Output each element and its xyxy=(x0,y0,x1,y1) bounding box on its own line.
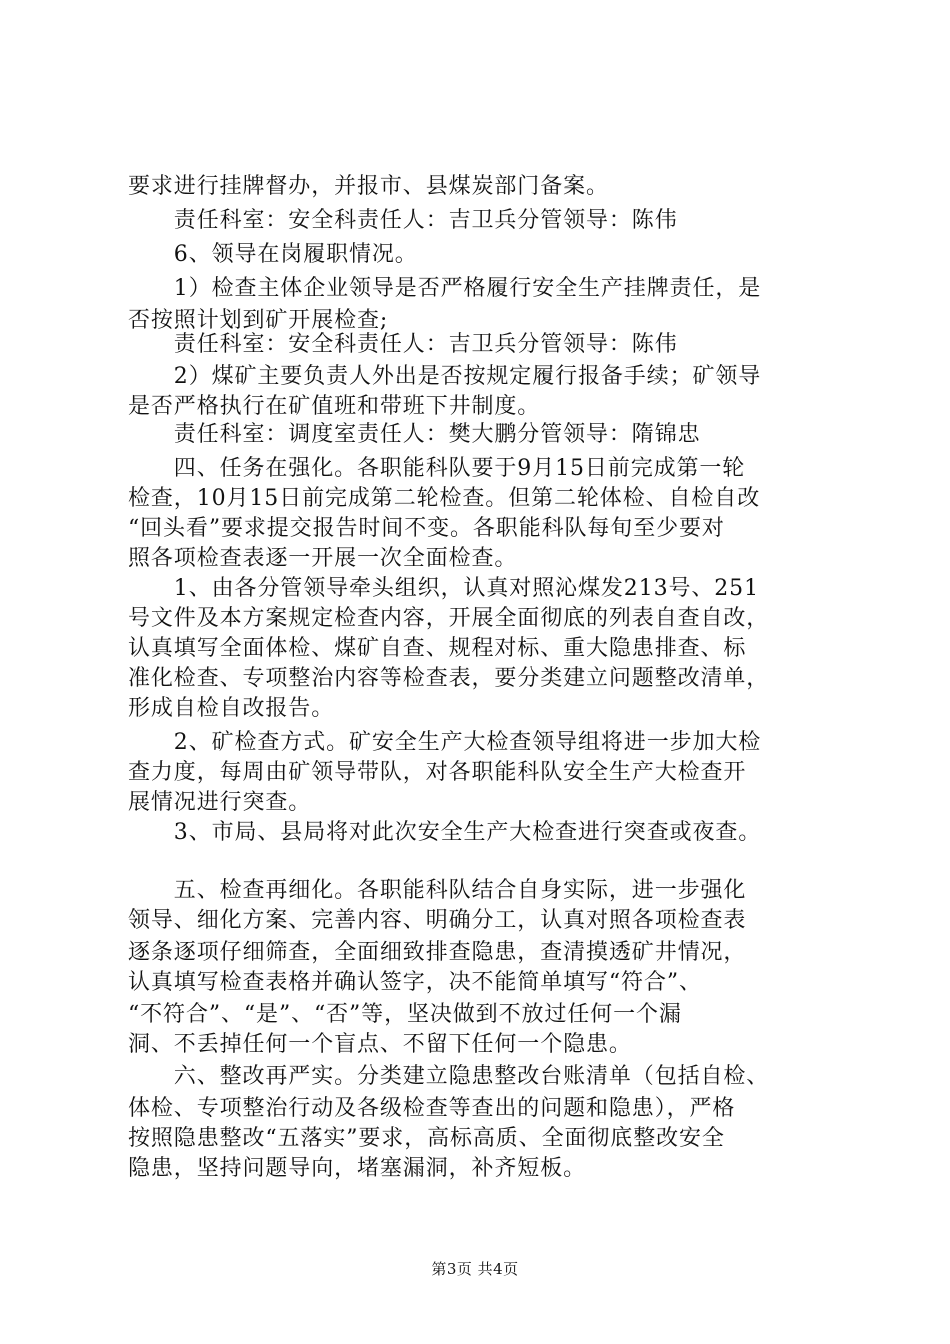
body-line: 责任科室：调度室责任人：樊大鹏分管领导：隋锦忠 xyxy=(128,422,701,447)
body-line: 是否严格执行在矿值班和带班下井制度。 xyxy=(128,394,541,419)
body-line: 照各项检查表逐一开展一次全面检查。 xyxy=(128,546,518,571)
body-line: 6、领导在岗履职情况。 xyxy=(128,242,418,267)
body-line: 3、市局、县局将对此次安全生产大检查进行突查或夜查。 xyxy=(128,820,762,845)
body-line: 四、任务在强化。各职能科队要于9月15日前完成第一轮 xyxy=(128,456,746,481)
body-line: 准化检查、专项整治内容等检查表，要分类建立问题整改清单， xyxy=(128,666,770,691)
body-line: 展情况进行突查。 xyxy=(128,790,312,815)
body-line: 逐条逐项仔细筛查，全面细致排查隐患，查清摸透矿井情况， xyxy=(128,940,747,965)
body-line: 2）煤矿主要负责人外出是否按规定履行报备手续；矿领导 xyxy=(128,364,762,389)
body-line: 查力度，每周由矿领导带队，对各职能科队安全生产大检查开 xyxy=(128,760,747,785)
body-line: 责任科室：安全科责任人：吉卫兵分管领导：陈伟 xyxy=(128,332,678,357)
body-line: 号文件及本方案规定检查内容，开展全面彻底的列表自查自改， xyxy=(128,606,770,631)
body-line: 体检、专项整治行动及各级检查等查出的问题和隐患），严格 xyxy=(128,1096,736,1121)
body-line: 否按照计划到矿开展检查; xyxy=(128,308,389,333)
body-line: “回头看”要求提交报告时间不变。各职能科队每旬至少要对 xyxy=(128,516,725,541)
body-line: “不符合”、“是”、“否”等，坚决做到不放过任何一个漏 xyxy=(128,1002,682,1027)
body-line: 形成自检自改报告。 xyxy=(128,696,335,721)
body-line: 认真填写检查表格并确认签字，决不能简单填写“符合”、 xyxy=(128,970,702,995)
page-number-footer: 第3页 共4页 xyxy=(431,1260,519,1278)
body-line: 责任科室：安全科责任人：吉卫兵分管领导：陈伟 xyxy=(128,208,678,233)
body-line: 检查，10月15日前完成第二轮检查。但第二轮体检、自检自改 xyxy=(128,486,761,511)
body-line: 按照隐患整改“五落实”要求，高标高质、全面彻底整改安全 xyxy=(128,1126,725,1151)
body-line: 五、检查再细化。各职能科队结合自身实际，进一步强化 xyxy=(128,878,747,903)
body-line: 1、由各分管领导牵头组织，认真对照沁煤发213号、251 xyxy=(128,576,759,601)
body-line: 六、整改再严实。分类建立隐患整改台账清单（包括自检、 xyxy=(128,1064,770,1089)
body-line: 领导、细化方案、完善内容、明确分工，认真对照各项检查表 xyxy=(128,908,747,933)
body-line: 2、矿检查方式。矿安全生产大检查领导组将进一步加大检 xyxy=(128,730,762,755)
body-line: 要求进行挂牌督办，并报市、县煤炭部门备案。 xyxy=(128,174,609,199)
body-line: 隐患，坚持问题导向，堵塞漏洞，补齐短板。 xyxy=(128,1156,587,1181)
body-line: 1）检查主体企业领导是否严格履行安全生产挂牌责任，是 xyxy=(128,276,762,301)
body-line: 认真填写全面体检、煤矿自查、规程对标、重大隐患排查、标 xyxy=(128,636,747,661)
body-line: 洞、不丢掉任何一个盲点、不留下任何一个隐患。 xyxy=(128,1032,632,1057)
